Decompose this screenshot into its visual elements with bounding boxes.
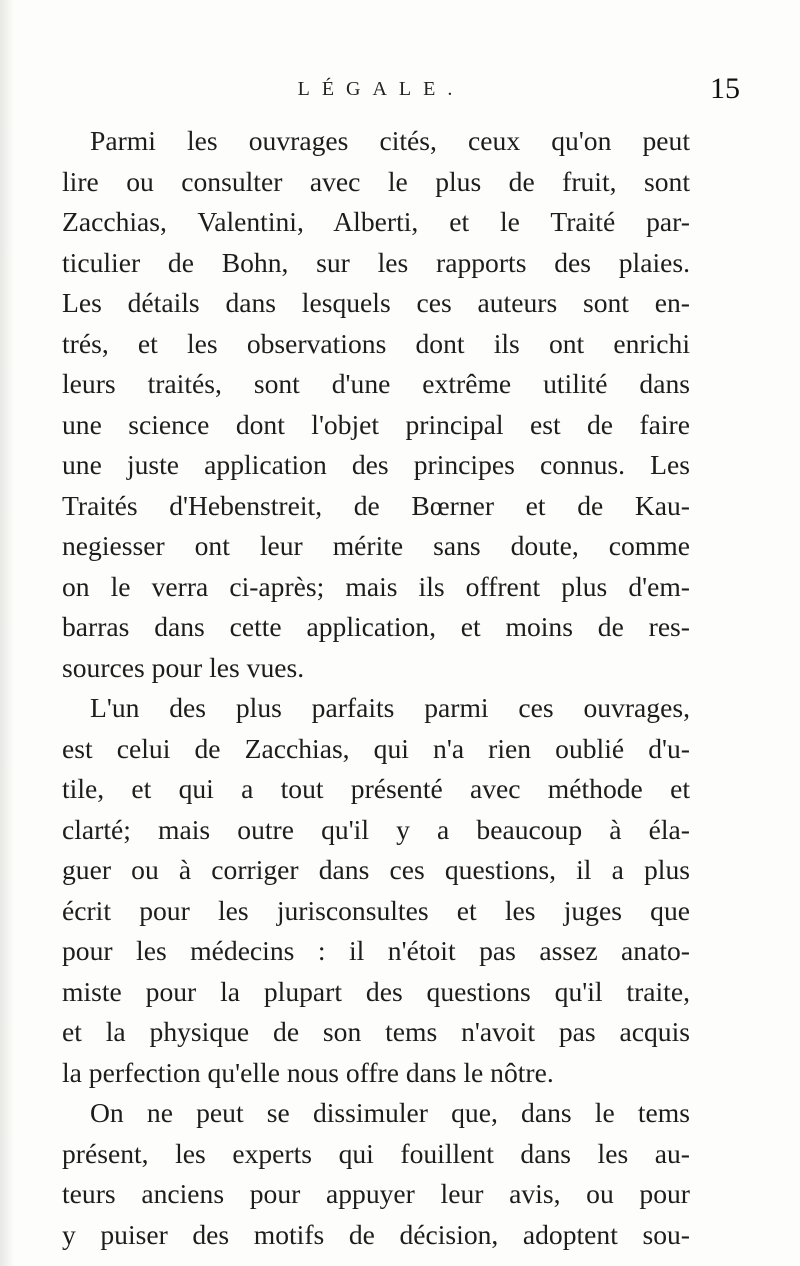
- text-line: leurs traités, sont d'une extrême utilité dans: [62, 368, 690, 399]
- text-line: on le verra ci-après; mais ils offrent plus d'em-: [62, 570, 690, 602]
- text-line: y puiser des motifs de décision, adoptent sou-: [62, 1218, 690, 1250]
- body-text: [62, 121, 690, 1255]
- text-line: écrit pour les jurisconsultes et les juges que: [62, 894, 690, 926]
- text-line: tile, et qui a tout présenté avec méthode et: [62, 773, 690, 804]
- running-head: LÉGALE.: [297, 78, 465, 100]
- text-line: guer ou à corriger dans ces questions, il a plus: [62, 854, 690, 885]
- text-line: trés, et les observations dont ils ont enrichi: [62, 327, 690, 359]
- page-edge-shadow: [0, 0, 14, 1266]
- text-line: et la physique de son tems n'avoit pas acquis: [62, 1016, 690, 1047]
- page-header: [62, 72, 740, 106]
- text-line: pour les médecins : il n'étoit pas assez anato-: [62, 935, 690, 966]
- text-line: Traités d'Hebenstreit, de Bœrner et de Kau-: [62, 489, 690, 521]
- text-line: On ne peut se dissimuler que, dans le tems: [90, 1097, 690, 1128]
- text-line: est celui de Zacchias, qui n'a rien oublié d'u-: [62, 732, 690, 764]
- text-line: negiesser ont leur mérite sans doute, comme: [62, 530, 690, 561]
- text-line: sources pour les vues.: [62, 651, 305, 683]
- text-line: ticulier de Bohn, sur les rapports des plaies.: [62, 246, 690, 278]
- text-line: lire ou consulter avec le plus de fruit, sont: [62, 165, 690, 197]
- text-line: présent, les experts qui fouillent dans les au-: [62, 1137, 690, 1169]
- text-line: L'un des plus parfaits parmi ces ouvrages,: [90, 692, 690, 723]
- text-line: barras dans cette application, et moins de res-: [62, 611, 690, 642]
- text-line: teurs anciens pour appuyer leur avis, ou pour: [62, 1178, 690, 1209]
- text-line: clarté; mais outre qu'il y a beaucoup à éla-: [62, 813, 690, 845]
- text-line: une science dont l'objet principal est de faire: [62, 408, 690, 440]
- page-number: 15: [710, 72, 740, 105]
- text-line: Les détails dans lesquels ces auteurs sont en-: [62, 287, 690, 318]
- text-line: Zacchias, Valentini, Alberti, et le Traité par-: [62, 206, 690, 237]
- text-line: une juste application des principes connus. Les: [62, 449, 690, 480]
- text-line: la perfection qu'elle nous offre dans le nôtre.: [62, 1056, 554, 1088]
- text-line: Parmi les ouvrages cités, ceux qu'on peut: [90, 125, 690, 156]
- text-line: miste pour la plupart des questions qu'il traite,: [62, 975, 690, 1007]
